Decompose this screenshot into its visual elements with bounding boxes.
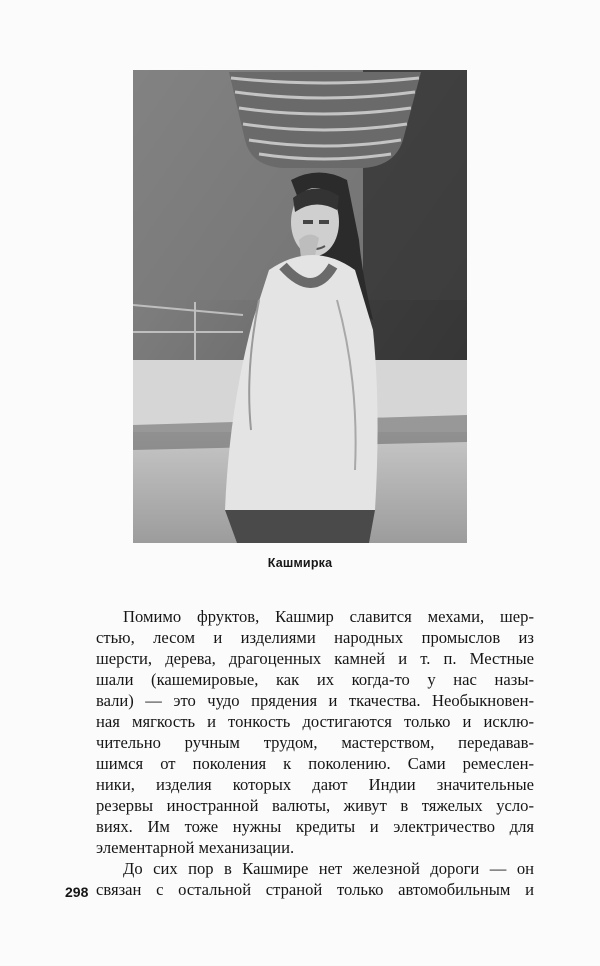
- text-line: Помимо фруктов, Кашмир славится мехами, шер-: [123, 607, 534, 626]
- text-line: связан с остальной страной только автомобильным и: [96, 880, 534, 899]
- text-line: шимся от поколения к поколению. Сами ремеслен-: [96, 754, 534, 773]
- text-line: элементарной механизации.: [96, 838, 295, 857]
- photo-kashmiri-woman: [133, 70, 467, 543]
- text-line: шерсти, дерева, драгоценных камней и т. п. Местные: [96, 649, 534, 668]
- figure-caption: Кашмирка: [267, 556, 333, 570]
- body-paragraphs: [96, 606, 534, 900]
- text-line: виях. Им тоже нужны кредиты и электричество для: [96, 817, 534, 836]
- page-number: 298: [65, 884, 89, 900]
- text-line: вали) — это чудо прядения и ткачества. Необыкновен-: [96, 691, 534, 710]
- text-line: До сих пор в Кашмире нет железной дороги — он: [123, 859, 534, 878]
- text-line: чительно ручным трудом, мастерством, передавав-: [96, 733, 534, 752]
- text-line: стью, лесом и изделиями народных промыслов из: [96, 628, 534, 647]
- basket: [229, 72, 421, 168]
- text-line: резервы иностранной валюты, живут в тяжелых усло-: [96, 796, 534, 815]
- text-line: ники, изделия которых дают Индии значительные: [96, 775, 534, 794]
- text-line: шали (кашемировые, как их когда-то у нас назы-: [96, 670, 534, 689]
- text-line: ная мягкость и тонкость достигаются только и исклю-: [96, 712, 534, 731]
- photo-illustration: [133, 70, 467, 543]
